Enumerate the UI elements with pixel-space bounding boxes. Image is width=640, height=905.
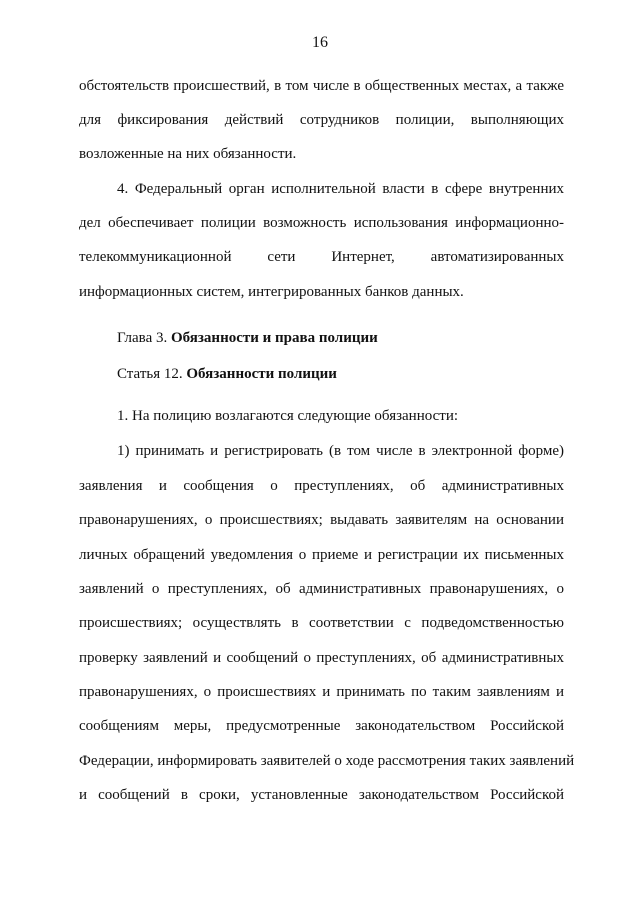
- page-number: 16: [312, 34, 328, 51]
- text-line: для фиксирования действий сотрудников полиции, выполняющих: [79, 112, 564, 128]
- text-line: происшествиях; осуществлять в соответствии с подведомственностью: [79, 615, 564, 631]
- text-line: обстоятельств происшествий, в том числе в общественных местах, а также: [79, 78, 564, 94]
- text-line: информационных систем, интегрированных банков данных.: [79, 284, 464, 300]
- text-line: личных обращений уведомления о приеме и регистрации их письменных: [79, 547, 564, 563]
- chapter-title: Обязанности и права полиции: [170, 330, 378, 346]
- article-heading: [117, 364, 564, 384]
- text-line: возложенные на них обязанности.: [79, 146, 297, 162]
- text-line: Федерации, информировать заявителей о ходе рассмотрения таких заявлений: [79, 753, 575, 769]
- chapter-heading: [117, 328, 564, 348]
- text-line: дел обеспечивает полиции возможность использования информационно-: [79, 215, 564, 231]
- text-line: проверку заявлений и сообщений о преступлениях, об административных: [79, 650, 564, 666]
- text-line: 1) принимать и регистрировать (в том числе в электронной форме): [117, 443, 564, 459]
- text-line: сообщениям меры, предусмотренные законодательством Российской: [79, 718, 564, 734]
- text-line: 4. Федеральный орган исполнительной власти в сфере внутренних: [117, 181, 564, 197]
- text-line: 1. На полицию возлагаются следующие обязанности:: [117, 408, 459, 424]
- text-line: правонарушениях, о происшествиях; выдавать заявителям на основании: [79, 512, 564, 528]
- article-prefix: Статья 12.: [117, 366, 183, 382]
- text-line: телекоммуникационной сети Интернет, автоматизированных: [79, 249, 564, 265]
- text-line: правонарушениях, о происшествиях и принимать по таким заявлениям и: [79, 684, 564, 700]
- text-line: и сообщений в сроки, установленные законодательством Российской: [79, 787, 564, 803]
- article-title: Обязанности полиции: [186, 366, 337, 382]
- chapter-prefix: Глава 3.: [117, 330, 168, 346]
- text-line: заявления и сообщения о преступлениях, об административных: [79, 478, 564, 494]
- text-line: заявлений о преступлениях, об административных правонарушениях, о: [79, 581, 564, 597]
